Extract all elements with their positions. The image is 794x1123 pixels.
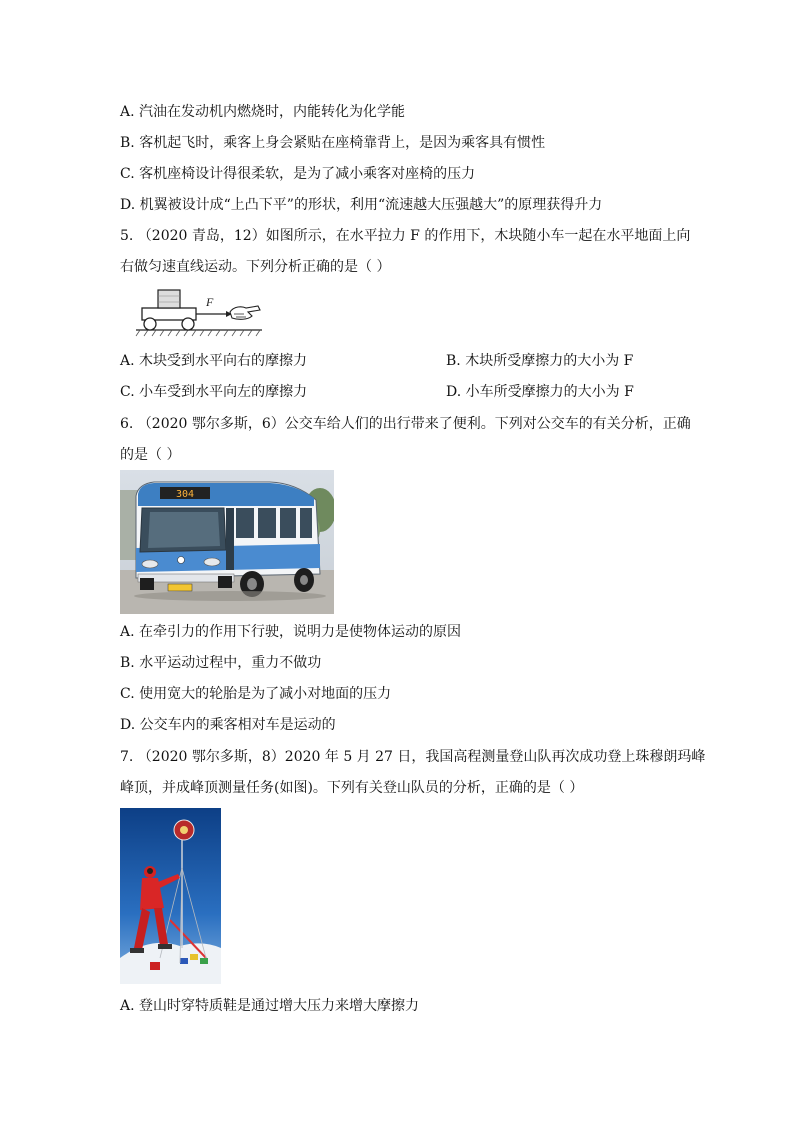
force-label-f: F: [206, 295, 214, 309]
q5-option-b: B. 木块所受摩擦力的大小为 F: [446, 353, 634, 369]
q4-option-a: A. 汽油在发动机内燃烧时，内能转化为化学能: [120, 104, 406, 120]
q4-option-b: B. 客机起飞时，乘客上身会紧贴在座椅靠背上，是因为乘客具有惯性: [120, 135, 546, 151]
q6-stem-line2: 的是（ ）: [120, 447, 181, 463]
q6-stem-line1: 6. （2020 鄂尔多斯，6）公交车给人们的出行带来了便利。下列对公交车的有关分析，正确: [120, 416, 691, 432]
q5-stem-line2: 右做匀速直线运动。下列分析正确的是（ ）: [120, 259, 391, 275]
bus-number-display: 304: [175, 489, 195, 500]
q5-stem-line1: 5. （2020 青岛，12）如图所示，在水平拉力 F 的作用下，木块随小车一起在水平地面上向: [120, 228, 691, 244]
q4-option-c: C. 客机座椅设计得很柔软，是为了减小乘客对座椅的压力: [120, 166, 476, 182]
q6-option-a: A. 在牵引力的作用下行驶，说明力是使物体运动的原因: [120, 624, 462, 640]
q7-stem-line2: 峰顶，并成峰顶测量任务(如图)。下列有关登山队员的分析，正确的是（ ）: [120, 780, 584, 796]
q6-option-d: D. 公交车内的乘客相对车是运动的: [120, 717, 336, 733]
cart-force-figure: [134, 284, 264, 340]
q7-option-a: A. 登山时穿特质鞋是通过增大压力来增大摩擦力: [120, 998, 420, 1014]
q5-option-d: D. 小车所受摩擦力的大小为 F: [446, 384, 634, 400]
q6-option-c: C. 使用宽大的轮胎是为了减小对地面的压力: [120, 686, 392, 702]
q6-option-b: B. 水平运动过程中，重力不做功: [120, 655, 322, 671]
bus-photo: [120, 470, 334, 614]
mountaineer-photo: [120, 808, 221, 984]
q5-option-c: C. 小车受到水平向左的摩擦力: [120, 384, 308, 400]
q4-option-d: D. 机翼被设计成“上凸下平”的形状，利用“流速越大压强越大”的原理获得升力: [120, 197, 603, 213]
q5-option-a: A. 木块受到水平向右的摩擦力: [120, 353, 308, 369]
q7-stem-line1: 7. （2020 鄂尔多斯，8）2020 年 5 月 27 日，我国高程测量登山队再次成功登上珠穆朗玛峰: [120, 749, 706, 765]
